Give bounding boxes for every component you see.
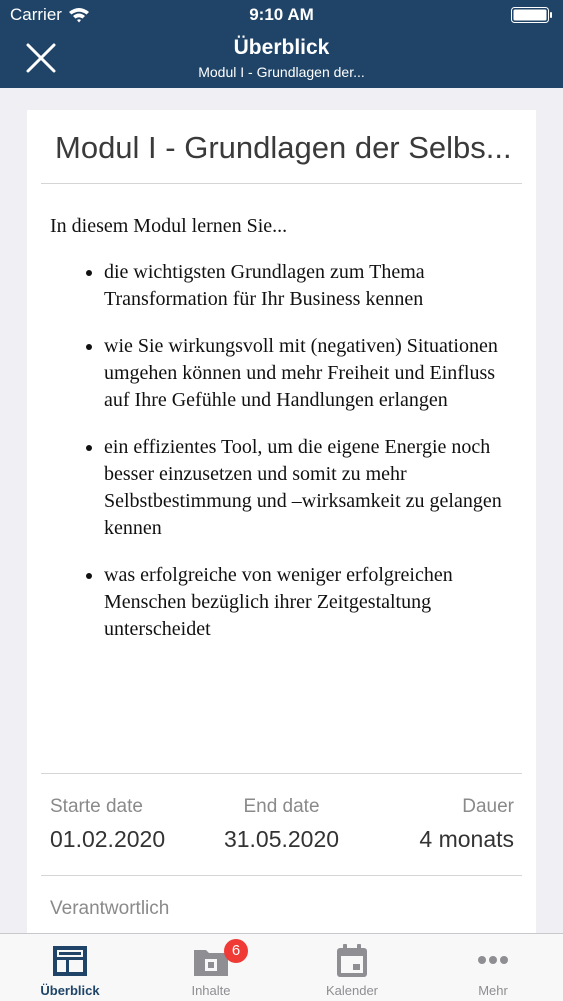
- tab-content[interactable]: [141, 934, 281, 1001]
- learning-goal-item: • wie Sie wirkungsvoll mit (negativen) Situationen umgehen können und mehr Freiheit und Einfluss auf Ihre Gefühle und Handlungen erlangen: [104, 333, 520, 414]
- content-badge: 6: [224, 939, 248, 963]
- status-time: 9:10 AM: [249, 5, 314, 24]
- end-date-label: End date: [243, 796, 320, 817]
- start-date-value: 01.02.2020: [50, 826, 166, 852]
- learning-goal-item: • was erfolgreiche von weniger erfolgreichen Menschen bezüglich ihrer Zeitgestaltung unterscheidet: [104, 562, 520, 643]
- divider: [41, 773, 522, 774]
- learning-goal-item: • ein effizientes Tool, um die eigene Energie noch besser einzusetzen und somit zu mehr Selbstbestimmung und –wirksamkeit zu gelangen kennen: [104, 434, 520, 542]
- tab-label: Überblick: [40, 983, 100, 998]
- tab-bar: [0, 933, 563, 1001]
- tab-calendar[interactable]: [282, 934, 422, 1001]
- calendar-icon: [334, 943, 370, 979]
- nav-bar: [0, 30, 563, 88]
- tab-overview[interactable]: [0, 934, 140, 1001]
- module-description: [50, 213, 520, 663]
- duration-label: Dauer: [462, 796, 514, 817]
- divider: [41, 183, 522, 184]
- nav-title: Überblick: [233, 36, 330, 59]
- tab-label: Kalender: [325, 983, 379, 998]
- carrier-label: Carrier: [10, 5, 62, 24]
- more-icon: [475, 943, 511, 979]
- dashboard-icon: [52, 943, 88, 979]
- start-date-label: Starte date: [50, 796, 143, 817]
- responsible-label: Verantwortlich: [50, 898, 170, 919]
- learning-goals-list: [50, 259, 520, 643]
- tab-label: Mehr: [478, 983, 508, 998]
- battery-icon: [511, 7, 553, 23]
- tab-more[interactable]: [423, 934, 563, 1001]
- nav-subtitle: Modul I - Grundlagen der...: [198, 64, 365, 80]
- divider: [41, 875, 522, 876]
- module-card: [27, 110, 536, 935]
- description-intro: In diesem Modul lernen Sie...: [50, 215, 288, 237]
- learning-goal-item: • die wichtigsten Grundlagen zum Thema Transformation für Ihr Business kennen: [104, 259, 520, 313]
- module-title: Modul I - Grundlagen der Selbs...: [55, 130, 512, 165]
- status-bar: [0, 0, 563, 30]
- end-date-value: 31.05.2020: [223, 826, 340, 852]
- duration-value: 4 monats: [419, 826, 514, 852]
- tab-label: Inhalte: [191, 983, 231, 998]
